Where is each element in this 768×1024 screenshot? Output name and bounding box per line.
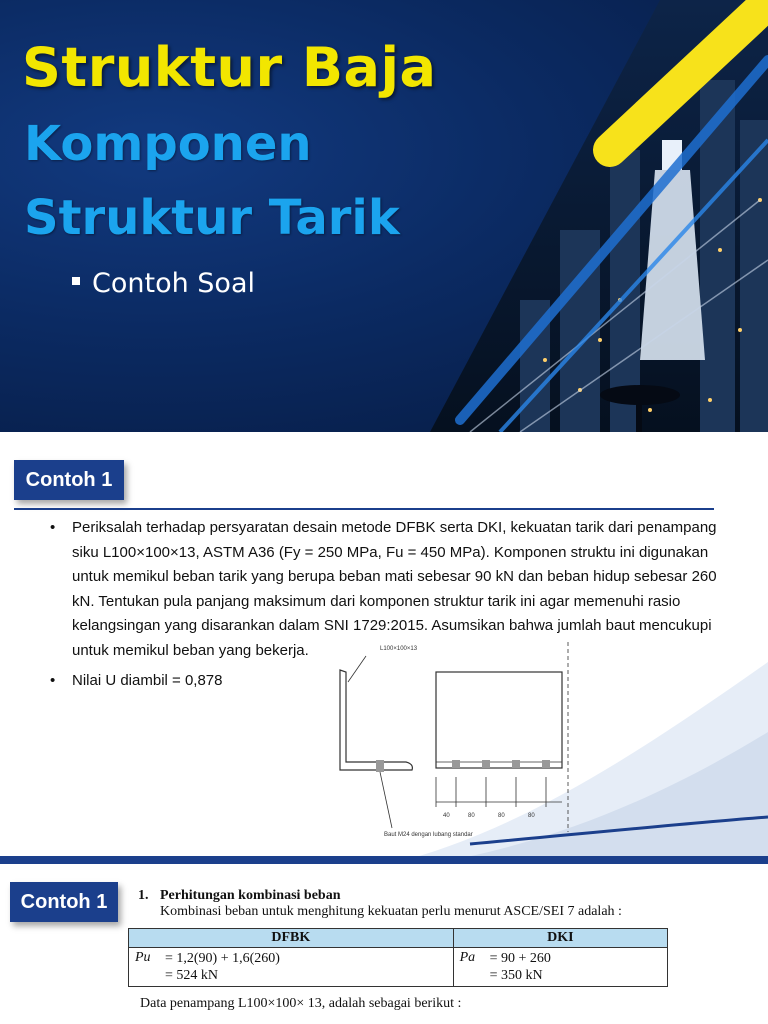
- bolt-marker: [376, 760, 384, 772]
- cell-dki: [453, 948, 667, 987]
- spacing-label-4: 80: [528, 813, 535, 819]
- slide-subtitle-line2: Struktur Tarik: [24, 190, 400, 246]
- section-data-line: Data penampang L100×100× 13, adalah sebagai berikut :: [140, 996, 462, 1011]
- spacing-label-1: 40: [443, 813, 450, 819]
- plate-elevation: [436, 672, 562, 768]
- angle-section: [340, 670, 412, 770]
- calc-heading-text: Perhitungan kombinasi beban: [160, 888, 341, 903]
- slide-subtitle-line1: Komponen: [24, 116, 312, 172]
- title-slide: [0, 0, 768, 432]
- dfbk-line-2: = 524 kN: [165, 968, 219, 983]
- load-combination-table: [128, 928, 668, 987]
- u-value-note: • Nilai U diambil = 0,878: [50, 669, 730, 694]
- section-label: L100×100×13: [380, 646, 418, 652]
- header-dki: DKI: [453, 929, 667, 948]
- table-row: [129, 948, 668, 987]
- problem-statement: • Periksalah terhadap persyaratan desain metode DFBK serta DKI, kekuatan tarik dari penampang siku L100×100×13, ASTM A36 (Fy = 250 MPa, Fu = 450 MPa). Komponen struktu ini digunakan untuk memikul beban tarik yang berupa beban mati sebesar 90 kN dan beban hidup sebesar 260 kN. Tentukan pula panjang maksimum dari komponen struktur tarik ini agar memenuhi rasio kelangsingan yang disarankan dalam SNI 1729:2015. Asumsikan bahwa jumlah baut mencukupi untuk memikul beban yang bekerja.: [50, 516, 732, 663]
- divider: [14, 508, 714, 510]
- symbol-pu: Pu: [135, 950, 151, 965]
- slide-bullet-text: Contoh Soal: [92, 268, 255, 299]
- bolt-note: Baut M24 dengan lubang standar: [384, 832, 473, 838]
- spacing-label-3: 80: [498, 813, 505, 819]
- table-header-row: [129, 929, 668, 948]
- square-bullet-icon: [72, 277, 80, 285]
- calculation-block: [138, 888, 622, 920]
- calculation-slide: [0, 864, 768, 1024]
- spacing-label-2: 80: [468, 813, 475, 819]
- symbol-pa: Pa: [459, 950, 476, 965]
- cell-dfbk: [129, 948, 454, 987]
- problem-slide: [0, 432, 768, 864]
- dki-line-2: = 350 kN: [489, 968, 543, 983]
- example-badge: Contoh 1: [14, 460, 124, 500]
- slide-title: Struktur Baja: [22, 36, 437, 99]
- angle-connection-diagram: [336, 642, 576, 842]
- dki-line-1: = 90 + 260: [489, 951, 551, 966]
- calc-intro: Kombinasi beban untuk menghitung kekuatan perlu menurut ASCE/SEI 7 adalah :: [160, 904, 622, 919]
- slide-bullet: [72, 268, 255, 299]
- dfbk-line-1: = 1,2(90) + 1,6(260): [165, 951, 280, 966]
- example-badge: Contoh 1: [10, 882, 118, 922]
- calc-heading-number: 1.: [138, 888, 149, 903]
- header-dfbk: DFBK: [129, 929, 454, 948]
- calc-heading: [138, 888, 622, 904]
- bolt-row: [452, 760, 550, 768]
